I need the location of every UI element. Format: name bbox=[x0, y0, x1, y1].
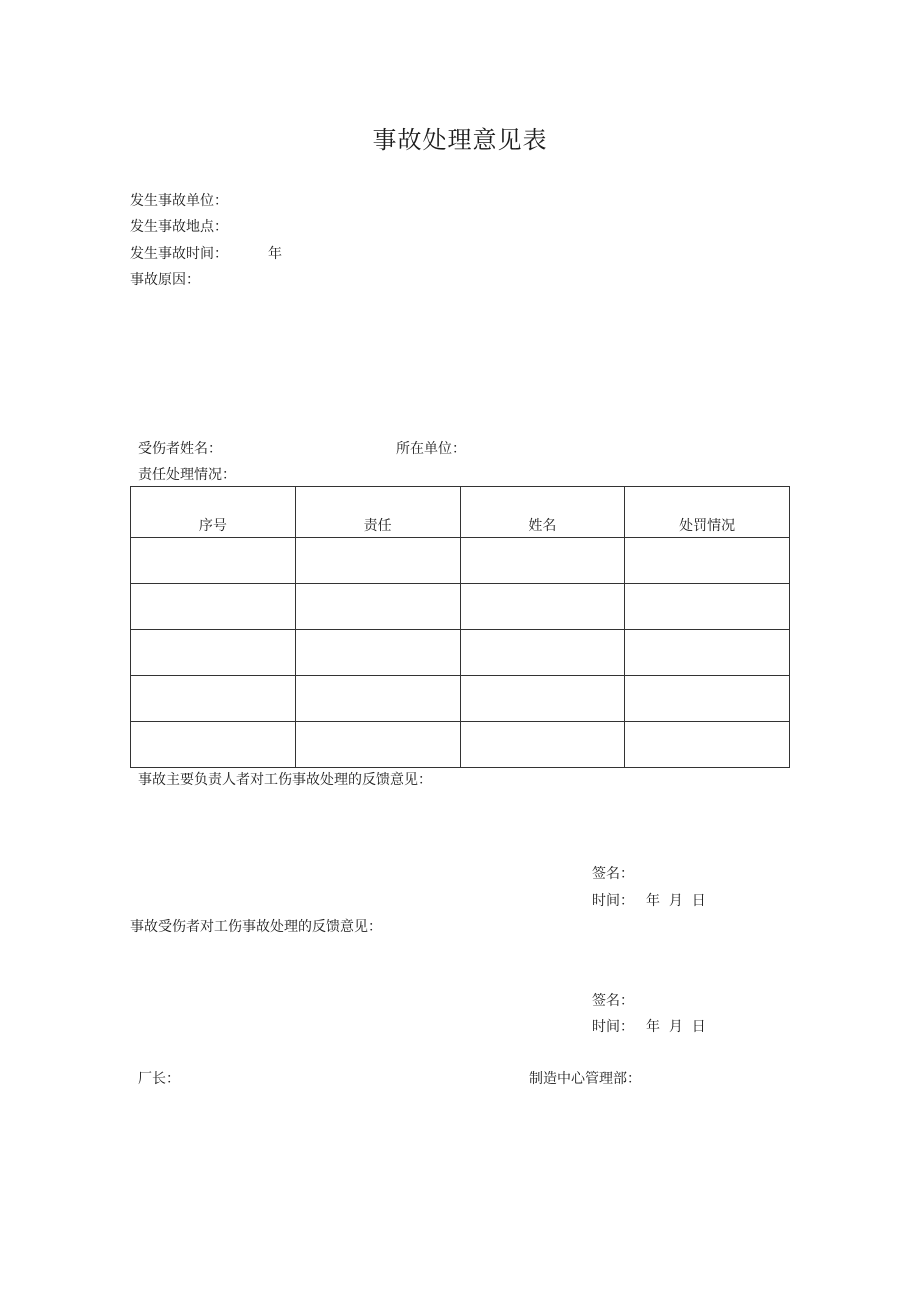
accident-time-year: 年 bbox=[268, 246, 282, 262]
main-date-units: 年 月 日 bbox=[646, 893, 706, 909]
main-feedback-label: 事故主要负责人者对工伤事故处理的反馈意见： bbox=[138, 772, 432, 788]
table-row bbox=[131, 538, 790, 584]
accident-time-label: 发生事故时间： bbox=[130, 246, 228, 262]
table-cell bbox=[460, 538, 625, 584]
table-row bbox=[131, 722, 790, 768]
director-label: 厂长： bbox=[138, 1071, 180, 1087]
table-cell bbox=[295, 584, 460, 630]
column-header: 姓名 bbox=[460, 487, 625, 538]
table-row bbox=[131, 584, 790, 630]
table-cell bbox=[295, 722, 460, 768]
table-cell bbox=[625, 538, 790, 584]
table-cell bbox=[460, 630, 625, 676]
table-cell bbox=[295, 676, 460, 722]
table-cell bbox=[295, 630, 460, 676]
accident-unit-label: 发生事故单位： bbox=[130, 193, 228, 209]
column-header: 责任 bbox=[295, 487, 460, 538]
table-row bbox=[131, 676, 790, 722]
table-cell bbox=[460, 722, 625, 768]
table-cell bbox=[295, 538, 460, 584]
victim-name-label: 受伤者姓名： bbox=[138, 441, 222, 457]
victim-time-label: 时间： bbox=[592, 1019, 634, 1035]
main-time-label: 时间： bbox=[592, 893, 634, 909]
page-title: 事故处理意见表 bbox=[372, 126, 548, 154]
management-dept-label: 制造中心管理部： bbox=[529, 1071, 641, 1087]
table-cell bbox=[625, 584, 790, 630]
column-header: 序号 bbox=[131, 487, 296, 538]
responsibility-section-label: 责任处理情况： bbox=[138, 467, 236, 483]
victim-sign-label: 签名： bbox=[592, 993, 634, 1009]
table-cell bbox=[625, 630, 790, 676]
accident-location-label: 发生事故地点： bbox=[130, 219, 228, 235]
table-cell bbox=[131, 676, 296, 722]
table-cell bbox=[131, 722, 296, 768]
victim-unit-label: 所在单位： bbox=[396, 441, 466, 457]
table-cell bbox=[131, 584, 296, 630]
table-cell bbox=[131, 630, 296, 676]
victim-date-units: 年 月 日 bbox=[646, 1019, 706, 1035]
table-cell bbox=[625, 722, 790, 768]
responsibility-table bbox=[130, 486, 790, 768]
table-cell bbox=[460, 676, 625, 722]
table-header-row bbox=[131, 487, 790, 538]
table-cell bbox=[131, 538, 296, 584]
table-cell bbox=[460, 584, 625, 630]
column-header: 处罚情况 bbox=[625, 487, 790, 538]
main-sign-label: 签名： bbox=[592, 866, 634, 882]
table-cell bbox=[625, 676, 790, 722]
table-row bbox=[131, 630, 790, 676]
accident-cause-label: 事故原因： bbox=[130, 272, 200, 288]
victim-feedback-label: 事故受伤者对工伤事故处理的反馈意见： bbox=[130, 919, 382, 935]
